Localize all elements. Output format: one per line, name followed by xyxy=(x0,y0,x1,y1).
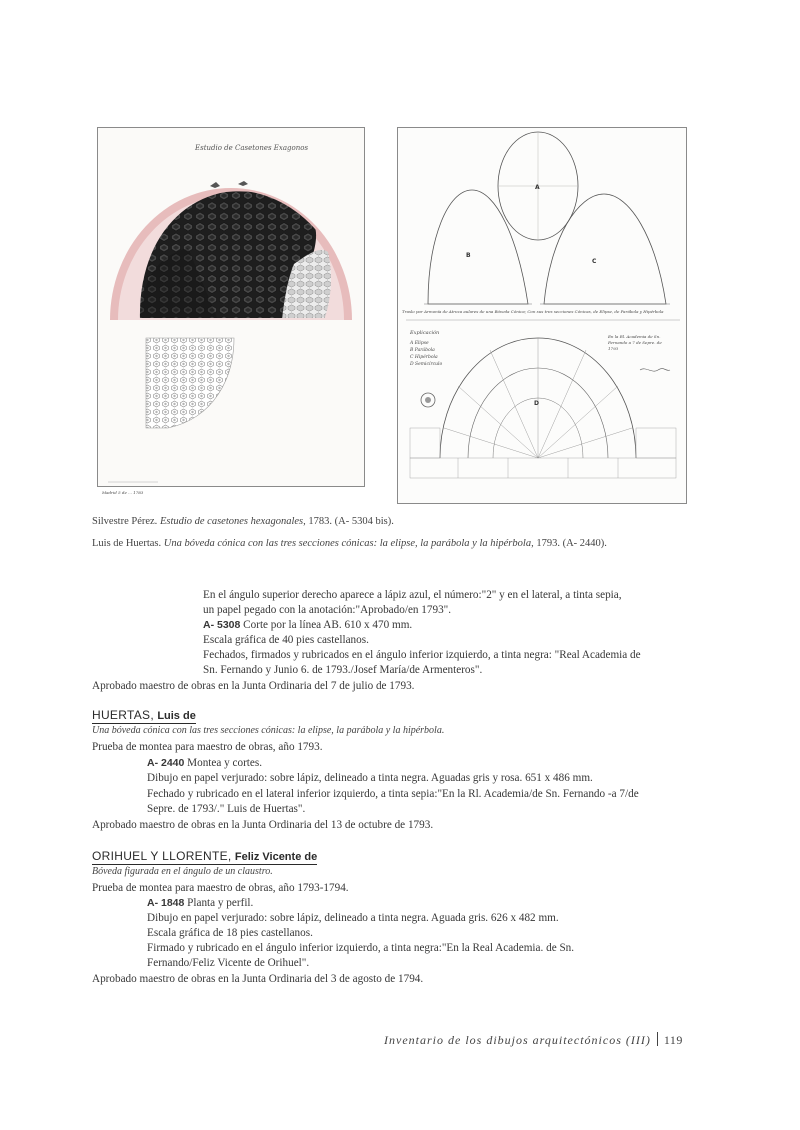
figure-boveda-conica xyxy=(397,127,687,504)
block1-line5: Fechados, firmados y rubricados en el ángulo inferior izquierdo, a tinta negra: "Real Academia de xyxy=(203,649,641,661)
entry-title-huertas: Una bóveda cónica con las tres secciones cónicas: la elipse, la parábola y la hipérbola. xyxy=(92,725,445,736)
figure-casetones xyxy=(97,127,365,495)
figure-left-signature: Madrid 5 de ... 1783 xyxy=(102,490,144,495)
figure-right-inscription: Traslo por Armonía de Atroza aulares de una Bóveda Cónica; Con sus tres secciones Cónicas, de Elipse, de Parábola y Hipérbola xyxy=(402,309,664,314)
legend-title: Explicación xyxy=(410,330,440,336)
caption-2: Luis de Huertas. Una bóveda cónica con las tres secciones cónicas: la elipse, la parábola y la hipérbola, 1793. (A- 2440). xyxy=(92,538,607,549)
huertas-line2: Fechado y rubricado en el lateral inferior izquierdo, a tinta sepia:"En la Rl. Academia/de Sn. Fernando -a 7/de xyxy=(147,788,639,800)
legend-item: D Semicírculo xyxy=(410,362,443,367)
block1-line4: Escala gráfica de 40 pies castellanos. xyxy=(203,634,369,646)
orihuel-line1: Dibujo en papel verjurado: sobre lápiz, delineado a tinta negra. Aguada gris. 626 x 482 mm. xyxy=(147,912,559,924)
huertas-line1: Dibujo en papel verjurado: sobre lápiz, delineado a tinta negra. Aguadas gris y rosa. 651 x 486 mm. xyxy=(147,772,593,784)
label-d: D xyxy=(534,400,539,407)
huertas-proof: Prueba de montea para maestro de obras, año 1793. xyxy=(92,741,323,753)
block1-approved: Aprobado maestro de obras en la Junta Ordinaria del 7 de julio de 1793. xyxy=(92,680,415,692)
entry-title-orihuel: Bóveda figurada en el ángulo de un claustro. xyxy=(92,866,273,877)
block1-line6: Sn. Fernando y Junio 6. de 1793./Josef María/de Armenteros". xyxy=(203,664,483,676)
legend-item: B Parábola xyxy=(410,348,435,353)
entry-heading-orihuel: ORIHUEL Y LLORENTE, Feliz Vicente de xyxy=(92,849,318,863)
block1-line2: un papel pegado con la anotación:"Aprobado/en 1793". xyxy=(203,604,452,616)
footer-separator xyxy=(657,1032,658,1046)
orihuel-line4: Fernando/Feliz Vicente de Orihuel". xyxy=(147,957,310,969)
casetones-drawing xyxy=(98,128,364,486)
orihuel-approved: Aprobado maestro de obras en la Junta Ordinaria del 3 de agosto de 1794. xyxy=(92,973,424,985)
orihuel-ref-line: A- 1848 Planta y perfil. xyxy=(147,897,254,909)
conic-sections-drawing xyxy=(398,128,686,503)
label-c: C xyxy=(592,258,597,265)
running-title: Inventario de los dibujos arquitectónicos (III) xyxy=(384,1033,651,1047)
legend xyxy=(410,340,442,368)
legend-item: C Hipérbola xyxy=(410,355,438,360)
catalog-ref: A- 1848 xyxy=(147,897,185,909)
entry-heading-huertas: HUERTAS, Luis de xyxy=(92,708,196,722)
figure-left-title: Estudio de Casetones Exagonos xyxy=(195,144,309,152)
label-a: A xyxy=(535,184,540,191)
figure-right-note: En la Rl. Academia de Sn. Fernando a 7 de Sepre. de 1793 xyxy=(608,334,662,351)
huertas-ref-line: A- 2440 Montea y cortes. xyxy=(147,757,263,769)
block1-ref-line: A- 5308 Corte por la línea AB. 610 x 470 mm. xyxy=(203,619,413,631)
catalog-ref: A- 5308 xyxy=(203,619,241,631)
catalog-ref: A- 2440 xyxy=(147,757,185,769)
block1-line1: En el ángulo superior derecho aparece a lápiz azul, el número:"2" y en el lateral, a tinta sepia, xyxy=(203,589,622,601)
orihuel-line3: Firmado y rubricado en el ángulo inferior izquierdo, a tinta negra:"En la Real Academia. de Sn. xyxy=(147,942,575,954)
page-footer xyxy=(384,1032,683,1048)
legend-item: A Elipse xyxy=(410,341,429,346)
caption-1: Silvestre Pérez. Estudio de casetones hexagonales, 1783. (A- 5304 bis). xyxy=(92,516,394,527)
huertas-approved: Aprobado maestro de obras en la Junta Ordinaria del 13 de octubre de 1793. xyxy=(92,819,434,831)
orihuel-line2: Escala gráfica de 18 pies castellanos. xyxy=(147,927,313,939)
orihuel-proof: Prueba de montea para maestro de obras, año 1793-1794. xyxy=(92,882,349,894)
huertas-line3: Sepre. de 1793/." Luis de Huertas". xyxy=(147,803,306,815)
label-b: B xyxy=(466,252,471,259)
page-number: 119 xyxy=(663,1033,683,1047)
